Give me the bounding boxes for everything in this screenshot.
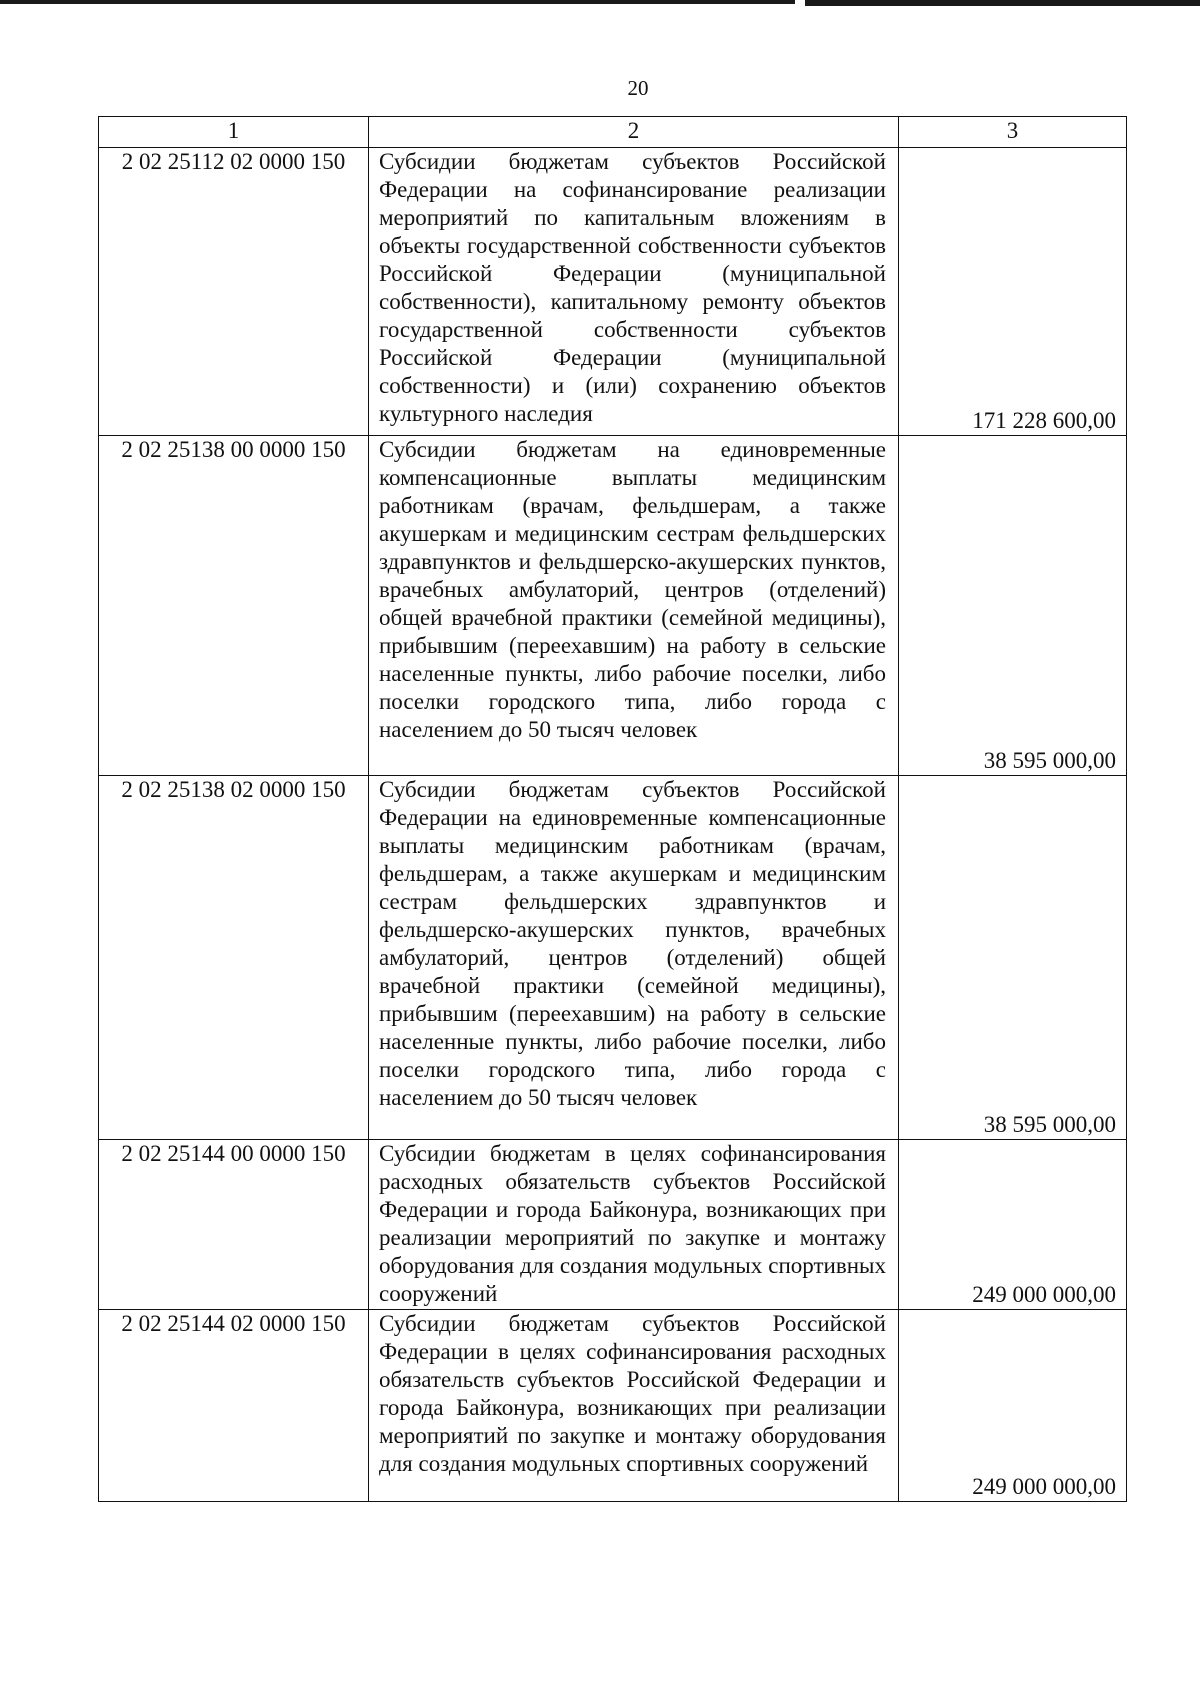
table-header-row: [99, 117, 1127, 148]
budget-code-cell: 2 02 25138 00 0000 150: [99, 436, 369, 776]
scan-edge-bar-right: [805, 0, 1200, 6]
table-row: [99, 436, 1127, 776]
column-header-code: 1: [99, 117, 369, 148]
table-row: [99, 1310, 1127, 1502]
revenue-name-cell: Субсидии бюджетам субъектов Российской Федерации на единовременные компенсационные выплаты медицинским работникам (врачам, фельдшерам, а также акушеркам и медицинским сестрам фельдшерских здравпунктов и фельдшерско-акушерских пунктов, врачебных амбулаторий, центров (отделений) общей врачебной практики (семейной медицины), прибывшим (переехавшим) на работу в сельские населенные пункты, либо рабочие поселки, либо поселки городского типа, либо города с населением до 50 тысяч человек: [369, 776, 899, 1140]
table-row: [99, 148, 1127, 436]
amount-cell: 171 228 600,00: [899, 148, 1127, 436]
revenue-name-cell: Субсидии бюджетам на единовременные компенсационные выплаты медицинским работникам (врачам, фельдшерам, а также акушеркам и медицинским сестрам фельдшерских здравпунктов и фельдшерско-акушерских пунктов, врачебных амбулаторий, центров (отделений) общей врачебной практики (семейной медицины), прибывшим (переехавшим) на работу в сельские населенные пункты, либо рабочие поселки, либо поселки городского типа, либо города с населением до 50 тысяч человек: [369, 436, 899, 776]
budget-code-cell: 2 02 25112 02 0000 150: [99, 148, 369, 436]
budget-code-cell: 2 02 25138 02 0000 150: [99, 776, 369, 1140]
amount-cell: 249 000 000,00: [899, 1140, 1127, 1310]
page-number: 20: [627, 76, 649, 100]
revenue-name-cell: Субсидии бюджетам субъектов Российской Федерации на софинансирование реализации мероприятий по капитальным вложениям в объекты государственной собственности субъектов Российской Федерации (муниципальной собственности), капитальному ремонту объектов государственной собственности субъектов Российской Федерации (муниципальной собственности) и (или) сохранению объектов культурного наследия: [369, 148, 899, 436]
budget-revenue-table: [98, 116, 1127, 1502]
budget-code-cell: 2 02 25144 00 0000 150: [99, 1140, 369, 1310]
table-row: [99, 776, 1127, 1140]
amount-cell: 38 595 000,00: [899, 776, 1127, 1140]
amount-cell: 38 595 000,00: [899, 436, 1127, 776]
column-header-name: 2: [369, 117, 899, 148]
revenue-name-cell: Субсидии бюджетам субъектов Российской Федерации в целях софинансирования расходных обязательств субъектов Российской Федерации и города Байконура, возникающих при реализации мероприятий по закупке и монтажу оборудования для создания модульных спортивных сооружений: [369, 1310, 899, 1502]
amount-cell: 249 000 000,00: [899, 1310, 1127, 1502]
table-row: [99, 1140, 1127, 1310]
revenue-name-cell: Субсидии бюджетам в целях софинансирования расходных обязательств субъектов Российской Федерации и города Байконура, возникающих при реализации мероприятий по закупке и монтажу оборудования для создания модульных спортивных сооружений: [369, 1140, 899, 1310]
scan-edge-bar-left: [0, 0, 795, 4]
budget-code-cell: 2 02 25144 02 0000 150: [99, 1310, 369, 1502]
column-header-amount: 3: [899, 117, 1127, 148]
